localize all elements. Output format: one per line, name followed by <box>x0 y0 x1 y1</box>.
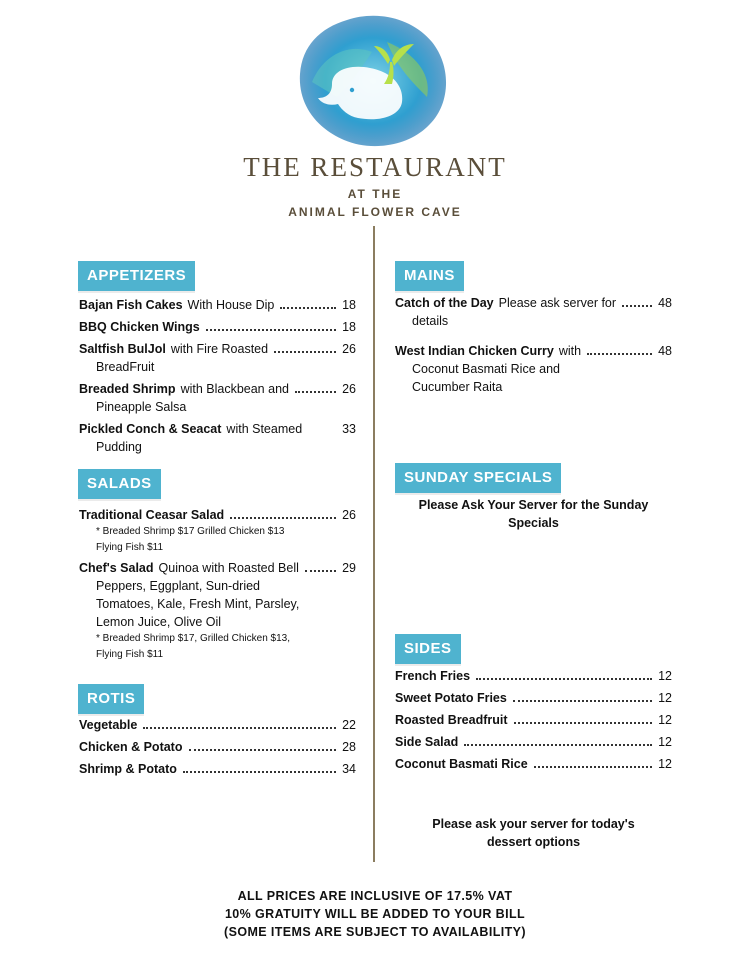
item-note: Flying Fish $11 <box>96 542 164 553</box>
item-name: Catch of the Day <box>395 296 494 310</box>
item-price: 12 <box>658 691 672 705</box>
dessert-note <box>395 815 672 851</box>
item-name: Vegetable <box>79 718 138 732</box>
item-price: 28 <box>342 740 356 754</box>
item-price: 48 <box>658 296 672 310</box>
item-price: 26 <box>342 342 356 356</box>
dot-leader <box>513 700 652 702</box>
dot-leader <box>230 517 336 519</box>
dot-leader <box>280 307 336 309</box>
appetizers-header: APPETIZERS <box>78 261 195 291</box>
dot-leader <box>189 749 337 751</box>
rotis-header: ROTIS <box>78 684 144 714</box>
item-name: Breaded Shrimp <box>79 382 176 396</box>
menu-item <box>79 506 356 556</box>
item-name: Roasted Breadfruit <box>395 713 508 727</box>
whale-logo <box>292 12 454 152</box>
item-price: 22 <box>342 718 356 732</box>
item-name: West Indian Chicken Curry <box>395 344 554 358</box>
footer-notice <box>0 887 750 941</box>
item-desc-cont: Peppers, Eggplant, Sun-dried <box>96 579 260 593</box>
dot-leader <box>464 744 652 746</box>
menu-item <box>395 667 672 685</box>
dot-leader <box>183 771 336 773</box>
item-price: 18 <box>342 320 356 334</box>
dot-leader <box>514 722 653 724</box>
item-desc: With House Dip <box>187 298 275 312</box>
sunday-specials-text <box>395 496 672 532</box>
menu-item <box>79 380 356 416</box>
item-price: 34 <box>342 762 356 776</box>
salads-header: SALADS <box>78 469 161 499</box>
item-desc: with <box>558 344 582 358</box>
menu-item <box>395 342 672 396</box>
item-note: * Breaded Shrimp $17 Grilled Chicken $13 <box>96 526 285 537</box>
item-desc-cont: Coconut Basmati Rice and <box>412 362 560 376</box>
item-desc-cont: Lemon Juice, Olive Oil <box>96 615 222 629</box>
item-price: 29 <box>342 561 356 575</box>
item-name: Saltfish BulJol <box>79 342 166 356</box>
column-divider <box>373 226 375 862</box>
menu-item <box>79 420 356 456</box>
item-name: Shrimp & Potato <box>79 762 177 776</box>
sunday-line-1: Please Ask Your Server for the Sunday <box>418 498 649 512</box>
dot-leader <box>476 678 652 680</box>
dot-leader <box>206 329 336 331</box>
item-price: 12 <box>658 713 672 727</box>
item-name: Side Salad <box>395 735 459 749</box>
item-desc: Quinoa with Roasted Bell <box>158 561 299 575</box>
item-desc-cont: BreadFruit <box>96 360 155 374</box>
item-price: 12 <box>658 669 672 683</box>
item-price: 33 <box>342 422 356 436</box>
item-price: 48 <box>658 344 672 358</box>
dot-leader <box>143 727 336 729</box>
menu-item <box>79 296 356 314</box>
item-desc-cont: Cucumber Raita <box>412 380 503 394</box>
item-price: 26 <box>342 382 356 396</box>
menu-item <box>395 294 672 330</box>
item-price: 12 <box>658 735 672 749</box>
item-name: Bajan Fish Cakes <box>79 298 183 312</box>
item-desc: with Fire Roasted <box>170 342 269 356</box>
sides-header: SIDES <box>395 634 461 664</box>
mains-header: MAINS <box>395 261 464 291</box>
item-price: 12 <box>658 757 672 771</box>
restaurant-subtitle: ANIMAL FLOWER CAVE <box>288 205 462 219</box>
dot-leader <box>274 351 336 353</box>
dot-leader <box>534 766 652 768</box>
dot-leader <box>295 391 336 393</box>
item-name: BBQ Chicken Wings <box>79 320 200 334</box>
dessert-line-1: Please ask your server for today's <box>432 817 635 831</box>
dessert-line-2: dessert options <box>486 835 581 849</box>
item-name: Pickled Conch & Seacat <box>79 422 222 436</box>
restaurant-at-the: AT THE <box>347 187 403 201</box>
item-desc-cont: Tomatoes, Kale, Fresh Mint, Parsley, <box>96 597 300 611</box>
item-name: Chicken & Potato <box>79 740 183 754</box>
menu-item <box>395 755 672 773</box>
item-name: Chef's Salad <box>79 561 154 575</box>
menu-item <box>395 711 672 729</box>
menu-item <box>79 559 356 663</box>
menu-item <box>79 760 356 778</box>
item-name: Coconut Basmati Rice <box>395 757 528 771</box>
menu-item <box>395 689 672 707</box>
item-note: * Breaded Shrimp $17, Grilled Chicken $13, <box>96 633 290 644</box>
sunday-line-2: Specials <box>508 516 559 530</box>
menu-item <box>79 318 356 336</box>
restaurant-title: THE RESTAURANT <box>243 152 507 182</box>
footer-availability: (SOME ITEMS ARE SUBJECT TO AVAILABILITY) <box>224 925 526 939</box>
item-price: 26 <box>342 508 356 522</box>
footer-vat: ALL PRICES ARE INCLUSIVE OF 17.5% VAT <box>237 889 513 903</box>
item-desc: Please ask server for <box>498 296 617 310</box>
item-note: Flying Fish $11 <box>96 649 164 660</box>
item-name: Traditional Ceasar Salad <box>79 508 225 522</box>
menu-item <box>79 340 356 376</box>
item-desc-cont: details <box>412 314 449 328</box>
menu-item <box>395 733 672 751</box>
item-desc: with Blackbean and <box>180 382 289 396</box>
menu-item <box>79 738 356 756</box>
item-price: 18 <box>342 298 356 312</box>
item-name: French Fries <box>395 669 471 683</box>
item-desc-cont: Pineapple Salsa <box>96 400 187 414</box>
dot-leader <box>305 570 336 572</box>
footer-gratuity: 10% GRATUITY WILL BE ADDED TO YOUR BILL <box>224 907 526 921</box>
item-name: Sweet Potato Fries <box>395 691 507 705</box>
sunday-specials-header: SUNDAY SPECIALS <box>395 463 561 493</box>
item-desc: with Steamed <box>226 422 303 436</box>
menu-item <box>79 716 356 734</box>
dot-leader <box>587 353 652 355</box>
item-desc-cont: Pudding <box>96 440 142 454</box>
dot-leader <box>622 305 652 307</box>
